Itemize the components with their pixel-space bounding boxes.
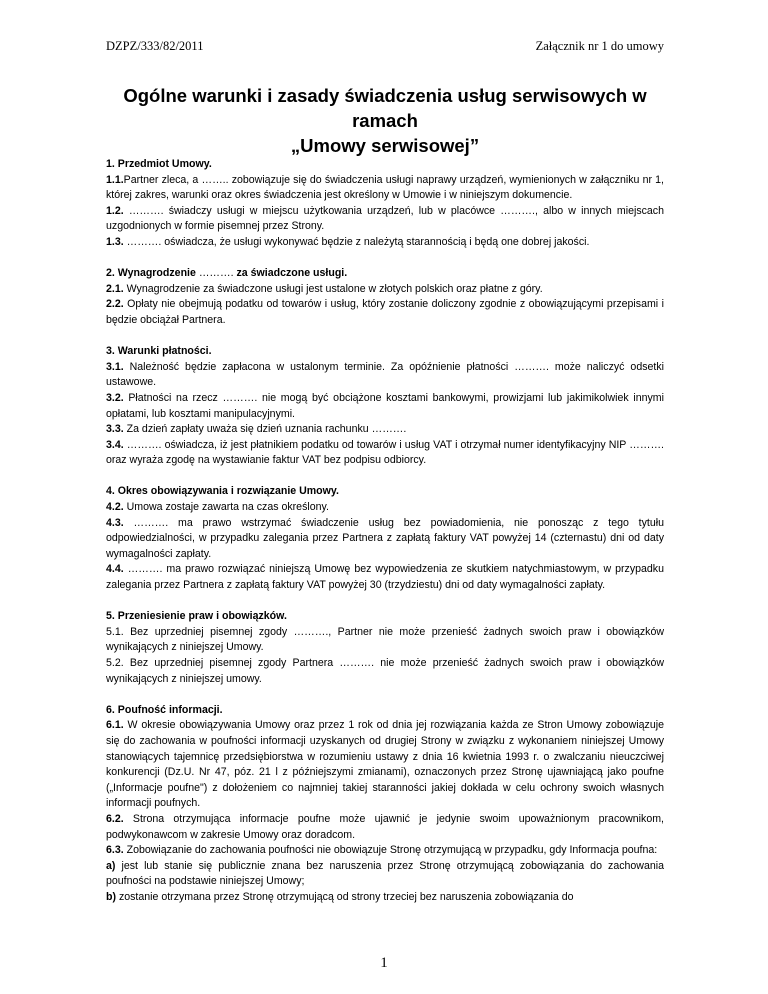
paragraph (106, 204, 664, 235)
heading-placeholder: ………. (195, 267, 237, 280)
paragraph-number: 3.3. (106, 423, 124, 436)
paragraph (106, 500, 664, 516)
paragraph-number: 4.4. (106, 563, 124, 576)
paragraph-number: 6.1. (106, 719, 124, 732)
paragraph (106, 282, 664, 298)
section-6 (106, 703, 664, 906)
paragraph-text: ………. ma prawo wstrzymać świadczenie usług bez powiadomienia, nie ponosząc z tego tytułu odpowiedzialności, w przypadku zalegania przez Partnera z zapłatą faktury VAT powyżej 14 (czternastu) dni od daty wymagalności zapłaty. (106, 516, 664, 560)
title-line-1: Ogólne warunki i zasady świadczenia usług serwisowych w ramach (123, 85, 647, 131)
paragraph (106, 173, 664, 204)
paragraph (106, 438, 664, 469)
paragraph-number: 1.2. (106, 204, 124, 217)
paragraph (106, 391, 664, 422)
paragraph-text: ………. świadczy usługi w miejscu użytkowania urządzeń, lub w placówce ………., albo w innych miejscach uzgodnionych w formie pisemnej przez Strony. (106, 204, 664, 233)
section-heading: 3. Warunki płatności. (106, 345, 212, 358)
paragraph-number: 3.1. (106, 360, 124, 373)
paragraph-text: Za dzień zapłaty uważa się dzień uznania rachunku ………. (123, 423, 407, 436)
attachment-label: Załącznik nr 1 do umowy (535, 39, 664, 53)
heading-part: za świadczone usługi. (236, 267, 348, 280)
paragraph-text: ………. oświadcza, iż jest płatnikiem podatku od towarów i usług VAT i otrzymał numer identyfikacyjny NIP ………. oraz wyraża zgodę na wystawianie faktur VAT bez podpisu odbiorcy. (106, 438, 664, 467)
paragraph (106, 718, 664, 812)
paragraph-text: ………. ma prawo rozwiązać niniejszą Umowę bez wypowiedzenia ze skutkiem natychmiastowym, w przypadku zalegania przez Partnera z zapłatą faktury VAT powyżej 30 (trzydziestu) dni od daty wymagalności zapłaty. (106, 563, 664, 592)
paragraph (106, 297, 664, 328)
paragraph-text: Zobowiązanie do zachowania poufności nie obowiązuje Stronę otrzymującą w przypadku, gdy Informacja poufna: (123, 844, 658, 857)
paragraph: 5.2. Bez uprzedniej pisemnej zgody Partnera ………. nie może przenieść żadnych swoich praw i obowiązków wynikających z niniejszej umowy. (106, 657, 664, 685)
paragraph-text: Umowa zostaje zawarta na czas określony. (123, 501, 329, 514)
paragraph (106, 812, 664, 843)
paragraph-number: 4.3. (106, 516, 124, 529)
section-heading: 5. Przeniesienie praw i obowiązków. (106, 610, 287, 623)
paragraph (106, 360, 664, 391)
paragraph (106, 516, 664, 563)
paragraph-text: Opłaty nie obejmują podatku od towarów i usług, który zostanie doliczony zgodnie z obowiązującymi przepisami i będzie obciążał Partnera. (106, 298, 664, 326)
section-2 (106, 266, 664, 328)
section-heading (106, 266, 664, 282)
paragraph (106, 562, 664, 593)
paragraph-number: 2.1. (106, 282, 124, 295)
paragraph-number: 6.3. (106, 844, 124, 857)
paragraph-text: Partner zleca, a …….. zobowiązuje się do świadczenia usługi naprawy urządzeń, wymienionych w załączniku nr 1, której zakres, warunki oraz okres świadczenia jest określony w Umowie i w niniejszym dokumencie. (106, 173, 664, 202)
heading-part: 2. Wynagrodzenie (106, 267, 196, 280)
paragraph: 5.1. Bez uprzedniej pisemnej zgody ………., Partner nie może przenieść żadnych swoich praw i obowiązków wynikających z niniejszej Umowy. (106, 625, 664, 654)
list-marker: a) (106, 859, 116, 872)
section-heading: 6. Poufność informacji. (106, 703, 223, 716)
list-item-text: jest lub stanie się publicznie znana bez naruszenia przez Stronę otrzymującą zobowiązania do zachowania poufności na podstawie niniejszej Umowy; (106, 859, 664, 888)
section-5 (106, 609, 664, 687)
paragraph-number: 1.1. (106, 173, 124, 186)
paragraph-text: Należność będzie zapłacona w ustalonym terminie. Za opóźnienie płatności ………. może naliczyć odsetki ustawowe. (106, 360, 664, 389)
paragraph-number: 2.2. (106, 298, 124, 311)
list-item-text: zostanie otrzymana przez Stronę otrzymującą od strony trzeciej bez naruszenia zobowiązania do (116, 890, 574, 903)
paragraph-number: 1.3. (106, 235, 124, 248)
list-item (106, 859, 664, 890)
section-heading: 1. Przedmiot Umowy. (106, 158, 212, 170)
section-heading: 4. Okres obowiązywania i rozwiązanie Umowy. (106, 485, 339, 498)
list-marker: b) (106, 890, 116, 903)
paragraph (106, 235, 664, 251)
paragraph-text: Płatności na rzecz ………. nie mogą być obciążone kosztami bankowymi, prowizjami lub jakimikolwiek innymi opłatami, lub kosztami manipulacyjnymi. (106, 391, 664, 420)
section-4 (106, 484, 664, 593)
document-reference: DZPZ/333/82/2011 (106, 39, 204, 53)
paragraph-text: Strona otrzymująca informacje poufne może ujawnić je jedynie swoim upoważnionym pracownikom, podwykonawcom w zakresie Umowy oraz doradcom. (106, 812, 664, 841)
list-item (106, 890, 664, 906)
paragraph-number: 6.2. (106, 812, 124, 825)
paragraph (106, 422, 664, 438)
paragraph-number: 3.2. (106, 391, 124, 404)
paragraph-number: 4.2. (106, 501, 124, 514)
paragraph-text: Wynagrodzenie za świadczone usługi jest ustalone w złotych polskich oraz płatne z góry. (123, 282, 543, 295)
paragraph-number: 3.4. (106, 438, 124, 451)
document-body (106, 157, 664, 921)
section-3 (106, 344, 664, 469)
document-title (106, 83, 664, 158)
page-number: 1 (380, 955, 388, 971)
paragraph (106, 843, 664, 859)
paragraph-text: ………. oświadcza, że usługi wykonywać będzie z należytą starannością i będą one dobrej jakości. (123, 235, 590, 248)
section-1 (106, 157, 664, 251)
title-line-2: „Umowy serwisowej” (290, 135, 480, 156)
paragraph-text: W okresie obowiązywania Umowy oraz przez 1 rok od dnia jej rozwiązania każda ze Stron Umowy zobowiązuje się do zachowania w poufności informacji uzyskanych od drugiej Strony w związku z wykonaniem niniejszej Umowy stanowiących tajemnicę przedsiębiorstwa w rozumieniu ustawy z dnia 16 kwietnia 1993 r. o zwalczaniu nieuczciwej konkurencji (Dz.U. Nr 47, póz. 21 l z późniejszymi zmianami), oznaczonych przez Stronę ujawniającą jako poufne („Informacje poufne") z dołożeniem co najmniej takiej staranności jakiej dokłada w celu ochrony swoich własnych informacji poufnych. (106, 719, 664, 810)
